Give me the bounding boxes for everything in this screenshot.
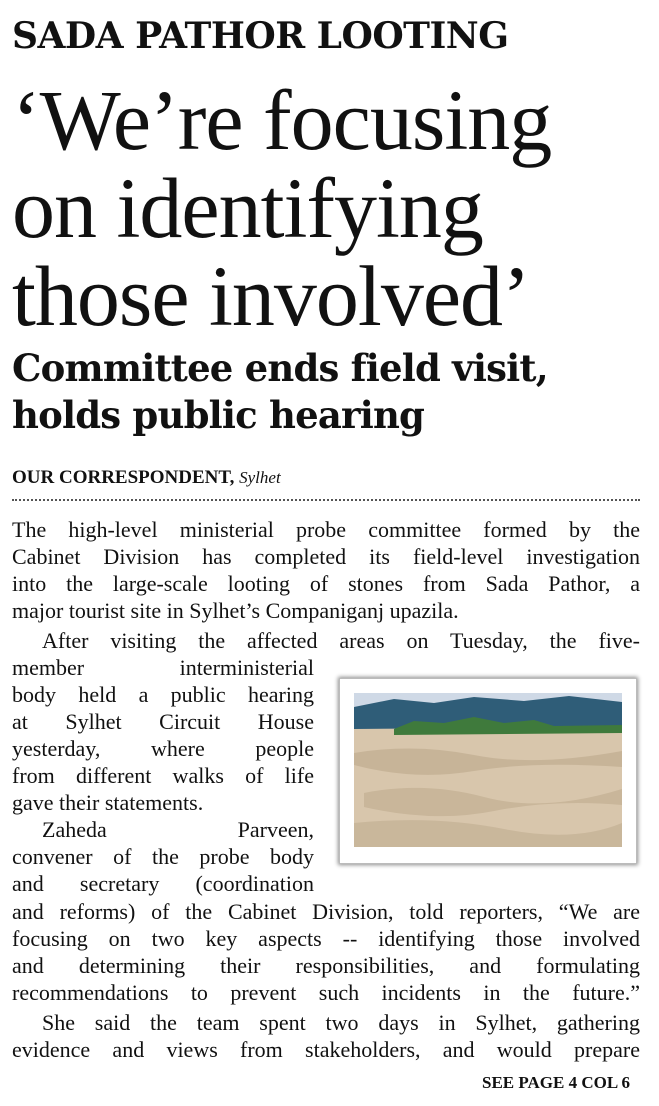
headline-line: those involved’ [12, 248, 530, 344]
body-line: at Sylhet Circuit House [12, 709, 314, 734]
riverbed-photo [354, 693, 622, 847]
continuation-link[interactable]: SEE PAGE 4 COL 6 [482, 1073, 630, 1092]
body-line: Cabinet Division has completed its field-level investigation [12, 544, 640, 569]
body-line: evidence and views from stakeholders, and would prepare [12, 1037, 640, 1062]
body-line: convener of the probe body [12, 844, 314, 869]
subhead-line: holds public hearing [12, 393, 425, 437]
body-line: body held a public hearing [12, 682, 314, 707]
headline-line: ‘We’re focusing [12, 72, 552, 168]
headline-line: on identifying [12, 160, 483, 256]
body-line: and reforms) of the Cabinet Division, told reporters, “We are [12, 899, 640, 924]
body-line: gave their statements. [12, 790, 204, 815]
body-line: member interministerial [12, 655, 314, 680]
body-line: recommendations to prevent such incidents in the future.” [12, 980, 640, 1005]
headline [12, 72, 642, 344]
byline [12, 467, 281, 489]
body-line: She said the team spent two days in Sylhet, gathering [42, 1010, 640, 1035]
body-line: yesterday, where people [12, 736, 314, 761]
dotted-divider [12, 499, 640, 501]
body-line: major tourist site in Sylhet’s Companiganj upazila. [12, 598, 459, 623]
kicker: SADA PATHOR LOOTING [12, 15, 509, 57]
body-line: The high-level ministerial probe committee formed by the [12, 517, 640, 542]
body-line: Zaheda Parveen, [42, 817, 314, 842]
body-line: from different walks of life [12, 763, 314, 788]
body-line: After visiting the affected areas on Tuesday, the five- [42, 628, 640, 653]
body-line: and secretary (coordination [12, 871, 314, 896]
byline-author: OUR CORRESPONDENT, [12, 467, 235, 488]
subhead-line: Committee ends field visit, [12, 346, 548, 390]
subheadline [12, 345, 642, 439]
body-line: into the large-scale looting of stones from Sada Pathor, a [12, 571, 640, 596]
news-photo [339, 678, 637, 864]
body-line: focusing on two key aspects -- identifying those involved [12, 926, 640, 951]
byline-location: Sylhet [239, 468, 281, 487]
body-line: and determining their responsibilities, and formulating [12, 953, 640, 978]
